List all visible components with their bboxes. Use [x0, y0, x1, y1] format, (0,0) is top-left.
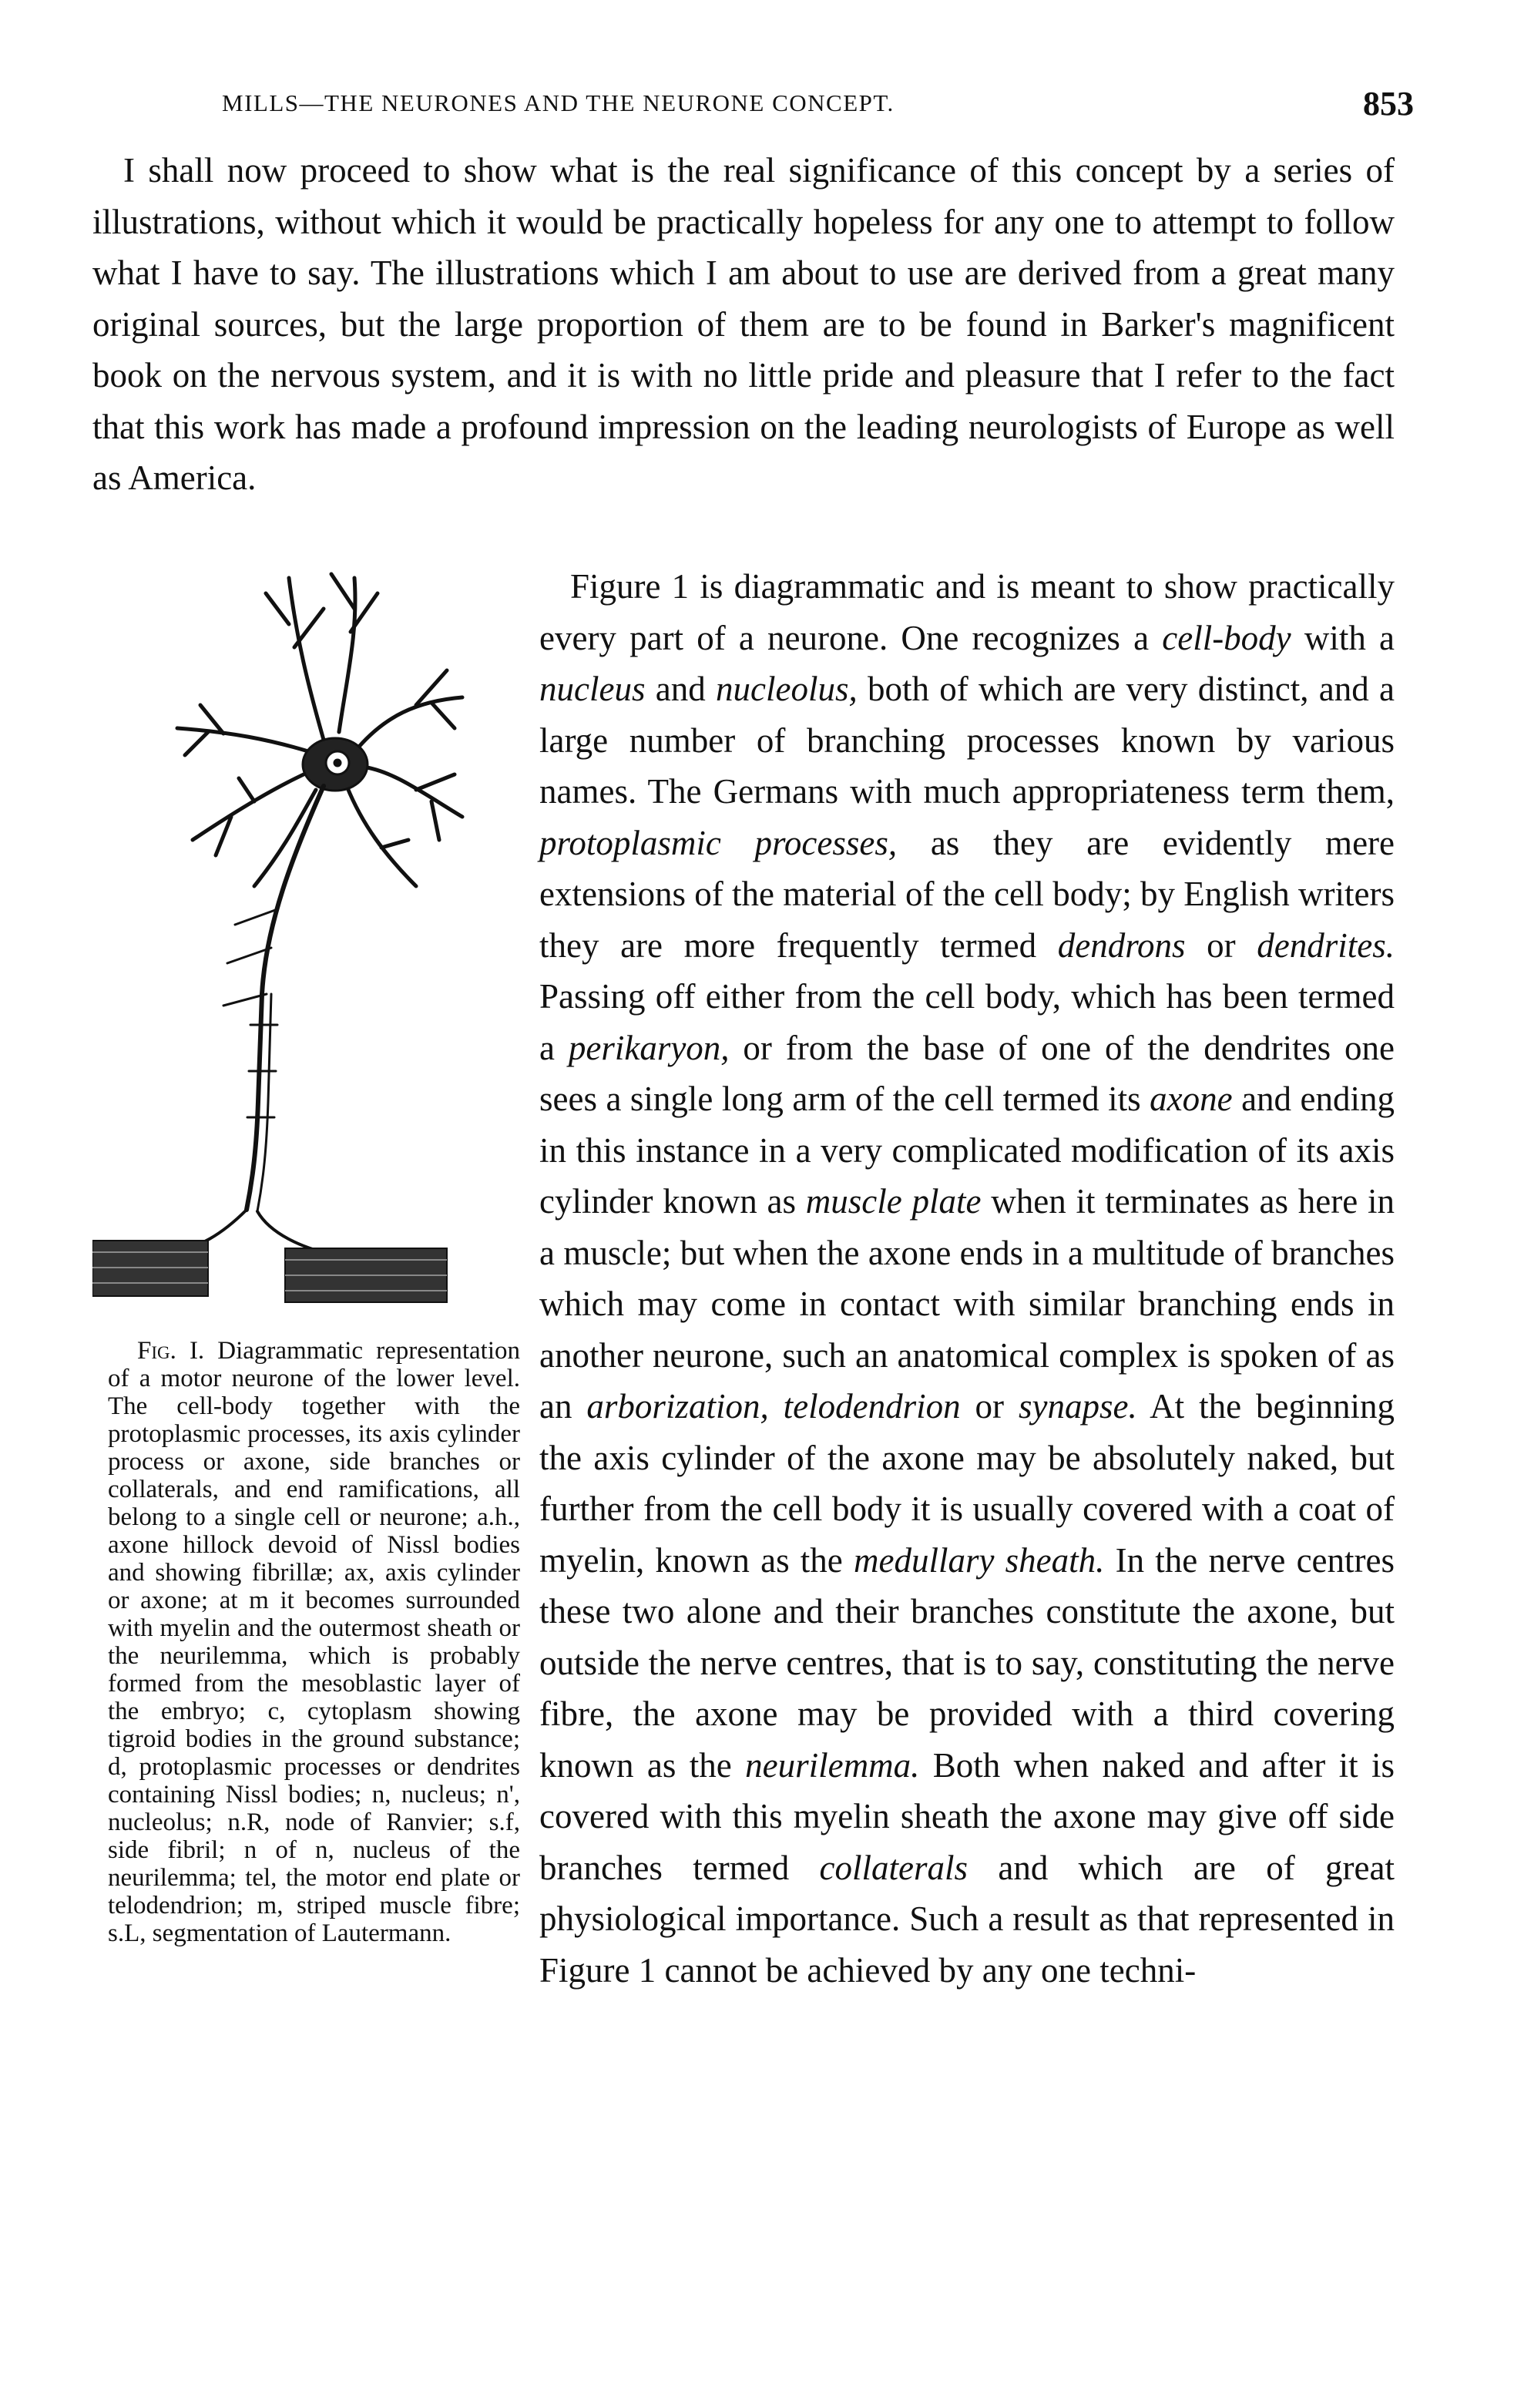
muscle-fibre — [92, 1241, 447, 1302]
text-run: or — [960, 1387, 1019, 1426]
body-paragraph — [539, 561, 1395, 1996]
term: protoplasmic processes, — [539, 823, 898, 862]
intro-paragraph — [92, 145, 1395, 504]
term: dendrons — [1057, 925, 1186, 965]
term: medullary sheath. — [853, 1540, 1105, 1580]
term: dendrites. — [1257, 925, 1395, 965]
figure-caption — [108, 1337, 520, 1947]
axone — [247, 786, 324, 1210]
term: telodendrion — [783, 1387, 961, 1426]
figure-label: Fig. I. — [137, 1337, 205, 1365]
text-run: and — [645, 670, 716, 708]
text-run: or — [1185, 925, 1257, 965]
text-run — [769, 1387, 784, 1426]
term: synapse. — [1018, 1387, 1137, 1426]
text-run: both of which are very distinct, and a large number of branching processes known by various names. The Germans with much appropriateness term them, — [539, 670, 1395, 811]
page-header — [91, 83, 1414, 123]
text-run: and ending in this instance in a very complicated modification of its axis cylinder known as — [539, 1080, 1395, 1221]
nucleolus — [334, 759, 341, 767]
neurone-diagram — [92, 563, 524, 1333]
text-run: Both when naked and after it is covered with this myelin sheath the axone may give off side branches termed — [539, 1745, 1395, 1887]
running-head: MILLS—THE NEURONES AND THE NEURONE CONCEPT. — [222, 89, 895, 116]
term: collaterals — [819, 1848, 968, 1887]
text-run: or from the base of one of the dendrites one sees a single long arm of the cell termed its — [539, 1028, 1395, 1118]
term: perikaryon, — [568, 1028, 730, 1067]
dendrites — [177, 574, 462, 886]
term: cell-body — [1162, 618, 1291, 657]
text-run: Figure 1 is diagrammatic and is meant to show practically every part of a neurone. One recognizes a — [539, 567, 1395, 657]
caption-text: Diagrammatic representation of a motor neurone of the lower level. The cell-body together with the protoplasmic processes, its axis cylinder process or axone, side branches or collaterals, and end ramifications, all belong to a single cell or neurone; a.h., axone hillock devoid of Nissl bodies and showing fibrillæ; ax, axis cylinder or axone; at m it becomes surrounded with myelin and the outermost sheath or the neurilemma, which is probably formed from the mesoblastic layer of the embryo; c, cytoplasm showing tigroid bodies in the ground substance; d, protoplasmic processes or dendrites containing Nissl bodies; n, nucleus; n', nucleolus; n.R, node of Ranvier; s.f, side fibril; n of n, nucleus of the neurilemma; tel, the motor end plate or telodendrion; m, striped muscle fibre; s.L, segmentation of Lautermann. — [108, 1337, 520, 1947]
term: nucleus — [539, 670, 646, 708]
text-run: when it terminates as here in a muscle; but when the axone ends in a multitude of branches which may come in contact with similar branching ends in another neurone, such an anatomical complex is spoken of as an — [539, 1182, 1395, 1426]
term: neurilemma. — [745, 1745, 920, 1785]
page-number: 853 — [1363, 84, 1414, 123]
term: muscle plate — [805, 1182, 982, 1221]
text-run: At the beginning the axis cylinder of the axone may be absolutely naked, but further from the cell body it is usually covered with a coat of myelin, known as the — [539, 1387, 1395, 1580]
text-run: with a — [1291, 618, 1395, 657]
text-run: Passing off either from the cell body, which has been termed a — [539, 977, 1395, 1067]
text-run: and which are of great physiological importance. Such a result as that represented in Figure 1 cannot be achieved by any one techni- — [539, 1848, 1395, 1990]
term: nucleolus, — [716, 670, 858, 708]
text-run: as they are evidently mere extensions of the material of the cell body; by English writers they are more frequently termed — [539, 823, 1395, 965]
term: arborization, — [586, 1387, 769, 1426]
text-run: In the nerve centres these two alone and their branches constitute the axone, but outside the nerve centres, that is to say, constituting the nerve fibre, the axone may be provided with a third covering known as the — [539, 1540, 1395, 1785]
collaterals — [223, 909, 277, 1006]
term: axone — [1150, 1080, 1233, 1118]
intro-text: I shall now proceed to show what is the real significance of this concept by a series of illustrations, without which it would be practically hopeless for any one to attempt to follow what I have to say. The illustrations which I am about to use are derived from a great many original sources, but the large proportion of them are to be found in Barker's magnificent book on the nervous system, and it is with no little pride and pleasure that I refer to the fact that this work has made a profound impression on the leading neurologists of Europe as well as America. — [92, 151, 1395, 497]
